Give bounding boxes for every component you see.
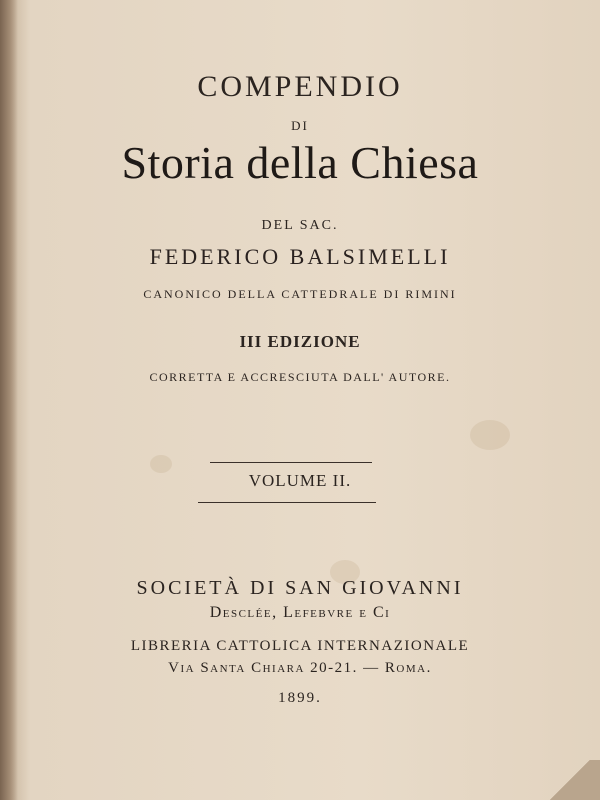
author-name: FEDERICO BALSIMELLI xyxy=(149,244,451,269)
bookshop: LIBRERIA CATTOLICA INTERNAZIONALE xyxy=(130,638,470,654)
title-compendio: COMPENDIO xyxy=(197,70,403,103)
edition: III EDIZIONE xyxy=(239,332,361,351)
page-corner xyxy=(540,760,600,800)
publisher: SOCIETÀ DI SAN GIOVANNI xyxy=(136,577,464,599)
author-prefix: DEL SAC. xyxy=(261,218,339,233)
edition-note: CORRETTA E ACCRESCIUTA DALL' AUTORE. xyxy=(149,370,451,384)
volume-label: VOLUME II. xyxy=(248,471,352,490)
publication-year: 1899. xyxy=(278,690,322,706)
volume-rule-bottom xyxy=(198,502,376,503)
paper-stain xyxy=(470,420,510,450)
title-di: DI xyxy=(291,118,309,133)
main-title: Storia della Chiesa xyxy=(121,137,479,188)
volume-rule-top xyxy=(210,462,372,463)
address: Via Santa Chiara 20-21. — Roma. xyxy=(168,660,432,676)
author-role: CANONICO DELLA CATTEDRALE DI RIMINI xyxy=(143,287,457,301)
publisher-names: Desclée, Lefebvre e Ci xyxy=(209,604,391,621)
